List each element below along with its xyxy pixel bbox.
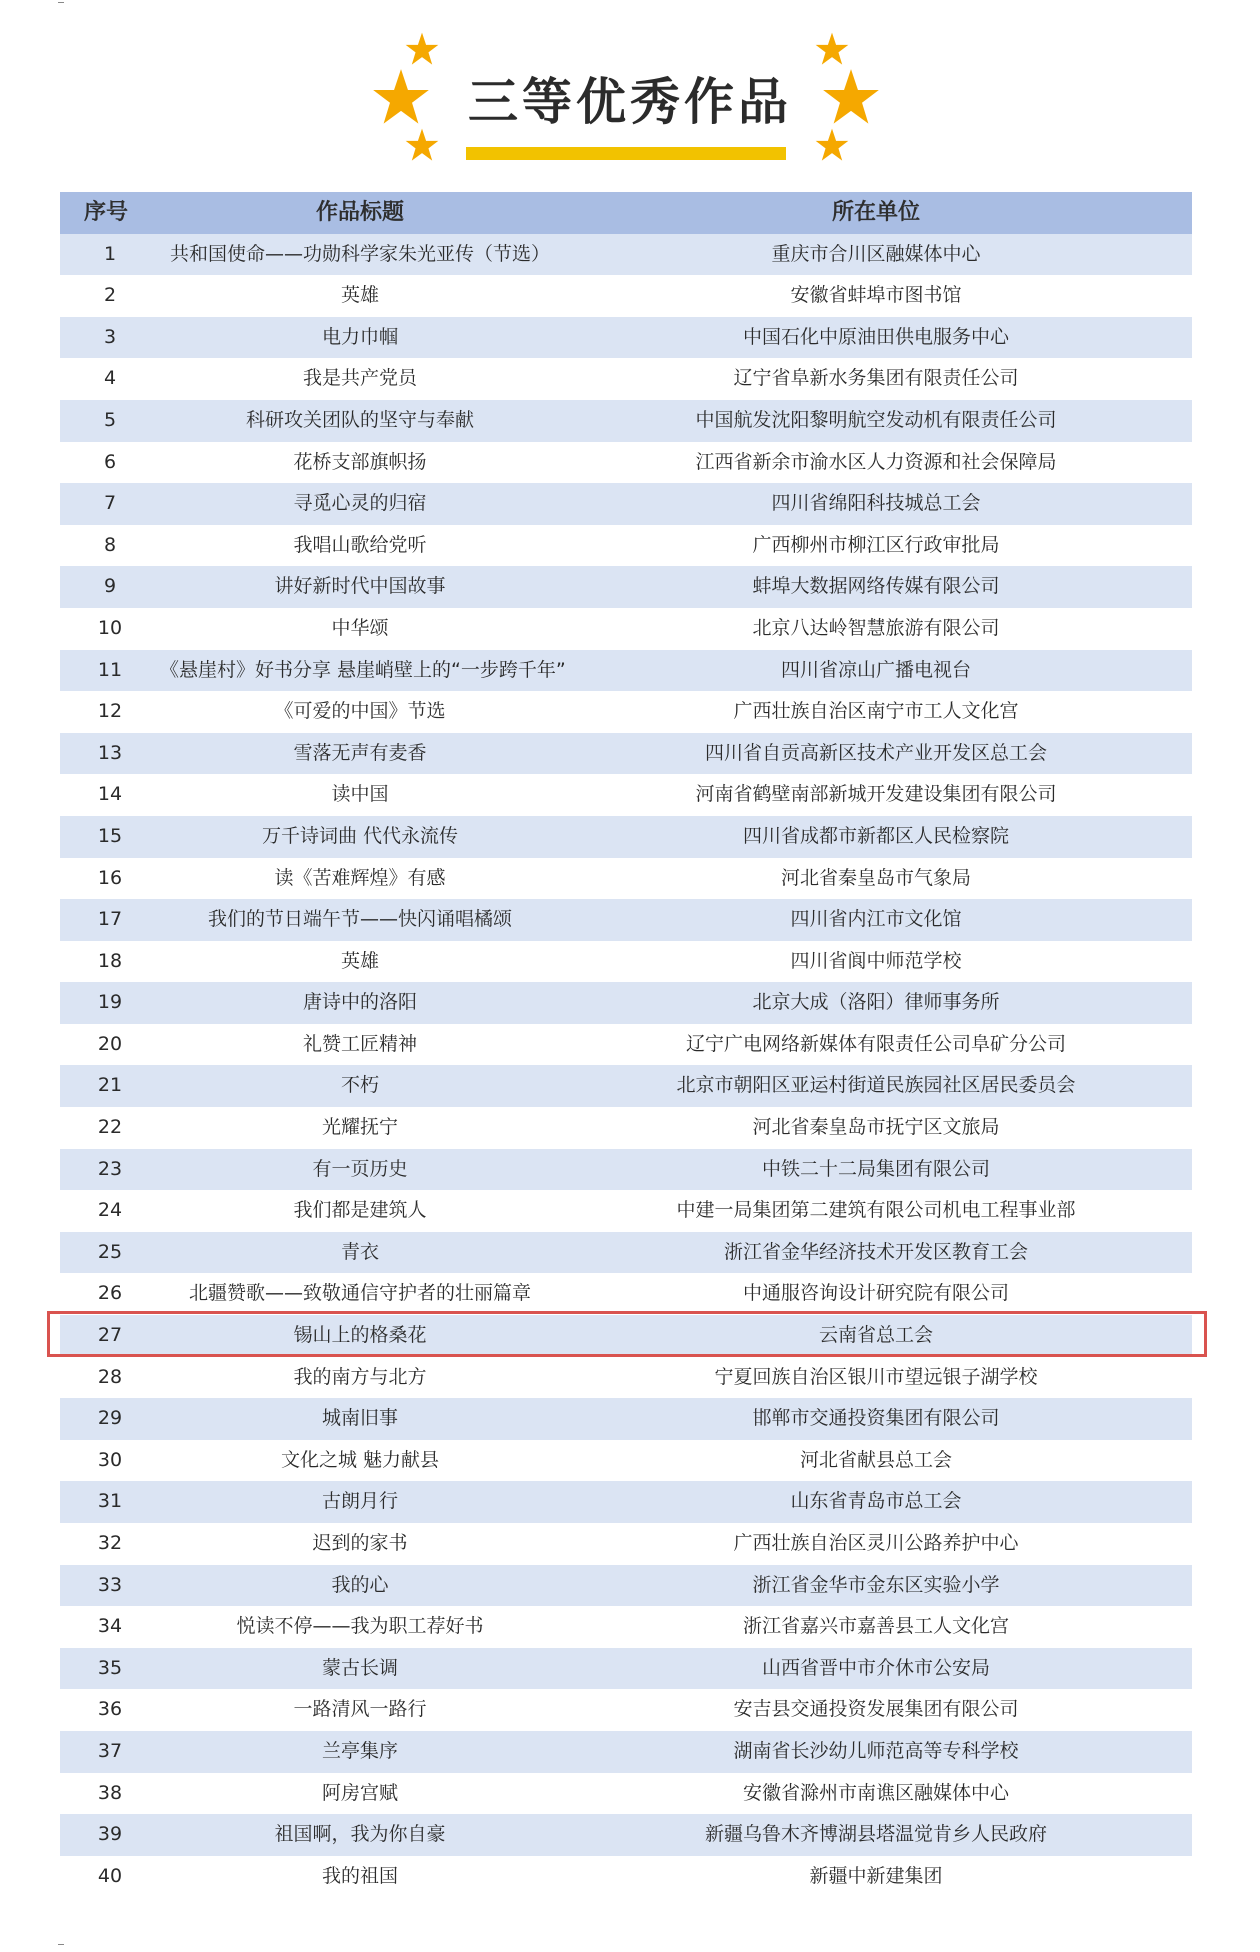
- table-row: [60, 1440, 1192, 1482]
- cell-unit: 辽宁广电网络新媒体有限责任公司阜矿分公司: [685, 1032, 1066, 1055]
- table-row: [60, 442, 1192, 484]
- table-row: [60, 1065, 1192, 1107]
- table-row: [60, 1024, 1192, 1066]
- cell-title: 光耀抚宁: [321, 1116, 398, 1139]
- cell-title: 古朗月行: [321, 1490, 398, 1513]
- table-row: [60, 1481, 1192, 1523]
- cell-title: 悦读不停——我为职工荐好书: [236, 1615, 484, 1638]
- cell-no: 1: [103, 242, 117, 265]
- table-row: [60, 1731, 1192, 1773]
- cell-unit: 河北省秦皇岛市气象局: [780, 866, 971, 889]
- cell-no: 13: [97, 741, 123, 764]
- cell-no: 5: [103, 408, 117, 431]
- cell-title: 我的心: [331, 1573, 389, 1596]
- table-row: [60, 1149, 1192, 1191]
- cell-title: 锡山上的格桑花: [293, 1324, 427, 1347]
- cell-unit: 浙江省嘉兴市嘉善县工人文化宫: [742, 1615, 1009, 1638]
- cell-no: 2: [103, 284, 117, 307]
- cell-no: 27: [97, 1324, 123, 1347]
- cell-title: 共和国使命——功勋科学家朱光亚传（节选）: [169, 242, 550, 265]
- cell-no: 31: [97, 1490, 123, 1513]
- table-row: [60, 816, 1192, 858]
- corner-mark: [58, 1944, 64, 1945]
- page-header: [0, 0, 1260, 180]
- table-header: [60, 192, 1192, 234]
- table-row: [60, 275, 1192, 317]
- cell-title: 兰亭集序: [321, 1739, 398, 1762]
- cell-no: 18: [97, 949, 123, 972]
- cell-unit: 湖南省长沙幼儿师范高等专科学校: [733, 1739, 1019, 1762]
- cell-unit: 四川省阆中师范学校: [790, 949, 962, 972]
- cell-unit: 重庆市合川区融媒体中心: [771, 242, 981, 265]
- cell-no: 24: [97, 1199, 123, 1222]
- star-icon: [405, 32, 439, 66]
- cell-unit: 中国航发沈阳黎明航空发动机有限责任公司: [695, 408, 1057, 431]
- cell-unit: 浙江省金华市金东区实验小学: [752, 1573, 1000, 1596]
- cell-title: 祖国啊，我为你自豪: [274, 1823, 446, 1846]
- cell-no: 29: [97, 1407, 123, 1430]
- cell-no: 37: [97, 1739, 123, 1762]
- cell-title: 读中国: [331, 783, 389, 806]
- cell-unit: 蚌埠大数据网络传媒有限公司: [752, 575, 1000, 598]
- cell-title: 我是共产党员: [302, 367, 417, 390]
- cell-title: 《可爱的中国》节选: [274, 700, 446, 723]
- cell-unit: 广西壮族自治区南宁市工人文化宫: [733, 700, 1019, 723]
- table-row: [60, 1232, 1192, 1274]
- cell-no: 20: [97, 1032, 123, 1055]
- cell-no: 12: [97, 700, 123, 723]
- table-row: [60, 566, 1192, 608]
- cell-title: 礼赞工匠精神: [302, 1032, 417, 1055]
- cell-title: 北疆赞歌——致敬通信守护者的壮丽篇章: [188, 1282, 531, 1305]
- cell-unit: 浙江省金华经济技术开发区教育工会: [723, 1240, 1028, 1263]
- table-row: [60, 1565, 1192, 1607]
- cell-title: 英雄: [340, 284, 379, 307]
- cell-no: 26: [97, 1282, 123, 1305]
- cell-unit: 四川省自贡高新区技术产业开发区总工会: [704, 741, 1047, 764]
- cell-title: 我们的节日端午节——快闪诵唱橘颂: [207, 908, 512, 931]
- cell-unit: 四川省内江市文化馆: [790, 908, 962, 931]
- cell-title: 有一页历史: [312, 1157, 408, 1180]
- cell-title: 电力巾帼: [321, 325, 398, 348]
- cell-unit: 新疆中新建集团: [809, 1864, 943, 1887]
- cell-unit: 中铁二十二局集团有限公司: [761, 1157, 990, 1180]
- cell-title: 寻觅心灵的归宿: [293, 492, 427, 515]
- column-header-title: 作品标题: [315, 200, 404, 225]
- cell-title: 讲好新时代中国故事: [274, 575, 446, 598]
- cell-no: 39: [97, 1823, 123, 1846]
- table-row: [60, 234, 1192, 276]
- cell-no: 8: [103, 533, 117, 556]
- star-icon: [815, 32, 849, 66]
- table-row: [60, 400, 1192, 442]
- cell-unit: 四川省绵阳科技城总工会: [771, 492, 981, 515]
- cell-unit: 山东省青岛市总工会: [790, 1490, 962, 1513]
- cell-no: 9: [103, 575, 117, 598]
- cell-title: 一路清风一路行: [293, 1698, 427, 1721]
- cell-no: 3: [103, 325, 117, 348]
- cell-no: 4: [103, 367, 117, 390]
- cell-title: 文化之城 魅力献县: [280, 1448, 440, 1471]
- cell-no: 6: [103, 450, 117, 473]
- cell-no: 22: [97, 1116, 123, 1139]
- cell-no: 21: [97, 1074, 123, 1097]
- cell-title: 蒙古长调: [321, 1656, 398, 1679]
- cell-unit: 河南省鹤壁南部新城开发建设集团有限公司: [695, 783, 1057, 806]
- cell-unit: 云南省总工会: [818, 1324, 933, 1347]
- cell-title: 雪落无声有麦香: [293, 741, 427, 764]
- awards-table: [60, 192, 1192, 1897]
- cell-unit: 广西柳州市柳江区行政审批局: [752, 533, 1000, 556]
- cell-unit: 中建一局集团第二建筑有限公司机电工程事业部: [676, 1199, 1076, 1222]
- cell-unit: 安徽省蚌埠市图书馆: [790, 284, 962, 307]
- cell-unit: 辽宁省阜新水务集团有限责任公司: [733, 367, 1019, 390]
- cell-title: 迟到的家书: [312, 1532, 408, 1554]
- table-row: [60, 1315, 1192, 1357]
- cell-no: 17: [97, 908, 123, 931]
- table-row: [60, 1107, 1192, 1149]
- cell-no: 33: [97, 1573, 123, 1596]
- cell-title: 唐诗中的洛阳: [302, 991, 417, 1014]
- cell-no: 34: [97, 1615, 123, 1638]
- column-header-no: 序号: [84, 200, 129, 225]
- page-title: 三等优秀作品: [468, 73, 792, 131]
- cell-no: 32: [97, 1532, 123, 1554]
- cell-unit: 江西省新余市渝水区人力资源和社会保障局: [695, 450, 1057, 473]
- cell-no: 25: [97, 1240, 123, 1263]
- cell-unit: 北京八达岭智慧旅游有限公司: [752, 616, 1000, 639]
- table-row: [60, 941, 1192, 983]
- column-header-unit: 所在单位: [831, 200, 920, 225]
- cell-title: 花桥支部旗帜扬: [293, 450, 427, 473]
- table-row: [60, 691, 1192, 733]
- cell-title: 万千诗词曲 代代永流传: [261, 824, 459, 847]
- cell-no: 38: [97, 1781, 123, 1804]
- table-row: [60, 982, 1192, 1024]
- cell-unit: 广西壮族自治区灵川公路养护中心: [733, 1532, 1019, 1554]
- cell-unit: 安吉县交通投资发展集团有限公司: [733, 1698, 1019, 1721]
- cell-unit: 河北省秦皇岛市抚宁区文旅局: [752, 1116, 1000, 1139]
- cell-no: 19: [97, 991, 123, 1014]
- table-row: [60, 1190, 1192, 1232]
- cell-no: 36: [97, 1698, 123, 1721]
- table-row: [60, 1357, 1192, 1399]
- cell-unit: 中通服咨询设计研究院有限公司: [742, 1282, 1009, 1305]
- table-row: [60, 1689, 1192, 1731]
- cell-title: 英雄: [340, 949, 379, 972]
- cell-unit: 新疆乌鲁木齐博湖县塔温觉肯乡人民政府: [704, 1823, 1047, 1846]
- table-row: [60, 608, 1192, 650]
- cell-no: 11: [97, 658, 123, 681]
- table-row: [60, 1398, 1192, 1440]
- cell-title: 不朽: [340, 1074, 379, 1097]
- cell-unit: 北京市朝阳区亚运村街道民族园社区居民委员会: [676, 1074, 1076, 1097]
- corner-mark: [58, 2, 64, 3]
- title-underline: [466, 147, 786, 160]
- cell-no: 40: [97, 1864, 123, 1887]
- cell-unit: 宁夏回族自治区银川市望远银子湖学校: [714, 1365, 1038, 1388]
- table-row: [60, 1814, 1192, 1856]
- cell-title: 青衣: [340, 1240, 379, 1263]
- table-row: [60, 733, 1192, 775]
- table-row: [60, 358, 1192, 400]
- cell-no: 30: [97, 1448, 123, 1471]
- table-row: [60, 483, 1192, 525]
- cell-title: 科研攻关团队的坚守与奉献: [245, 408, 474, 431]
- cell-no: 28: [97, 1365, 123, 1388]
- cell-title: 中华颂: [331, 616, 389, 639]
- cell-title: 读《苦难辉煌》有感: [274, 866, 446, 889]
- cell-unit: 河北省献县总工会: [799, 1448, 952, 1471]
- table-row: [60, 1773, 1192, 1815]
- table-row: [60, 1648, 1192, 1690]
- table-row: [60, 1856, 1192, 1898]
- cell-title: 我的南方与北方: [293, 1365, 427, 1388]
- cell-unit: 安徽省滁州市南谯区融媒体中心: [742, 1781, 1009, 1804]
- cell-unit: 山西省晋中市介休市公安局: [761, 1656, 990, 1679]
- cell-unit: 四川省凉山广播电视台: [780, 658, 971, 681]
- table-row: [60, 525, 1192, 567]
- table-row: [60, 1606, 1192, 1648]
- cell-title: 城南旧事: [321, 1407, 398, 1430]
- cell-title: 阿房宫赋: [321, 1781, 398, 1804]
- cell-unit: 中国石化中原油田供电服务中心: [742, 325, 1009, 348]
- cell-unit: 邯郸市交通投资集团有限公司: [752, 1407, 1000, 1430]
- cell-title: 《悬崖村》好书分享 悬崖峭壁上的“一步跨千年”: [160, 658, 566, 681]
- cell-no: 23: [97, 1157, 123, 1180]
- cell-title: 我们都是建筑人: [293, 1199, 427, 1222]
- table-row: [60, 650, 1192, 692]
- cell-no: 14: [97, 783, 123, 806]
- table-row: [60, 858, 1192, 900]
- cell-no: 35: [97, 1656, 123, 1679]
- cell-title: 我的祖国: [321, 1864, 398, 1887]
- table-row: [60, 899, 1192, 941]
- table-row: [60, 317, 1192, 359]
- cell-unit: 四川省成都市新都区人民检察院: [742, 824, 1009, 847]
- cell-no: 10: [97, 616, 123, 639]
- cell-no: 15: [97, 824, 123, 847]
- table-row: [60, 1523, 1192, 1565]
- cell-no: 7: [103, 492, 117, 515]
- cell-no: 16: [97, 866, 123, 889]
- table-row: [60, 774, 1192, 816]
- table-row: [60, 1273, 1192, 1315]
- cell-unit: 北京大成（洛阳）律师事务所: [752, 991, 1000, 1014]
- cell-title: 我唱山歌给党听: [293, 533, 427, 556]
